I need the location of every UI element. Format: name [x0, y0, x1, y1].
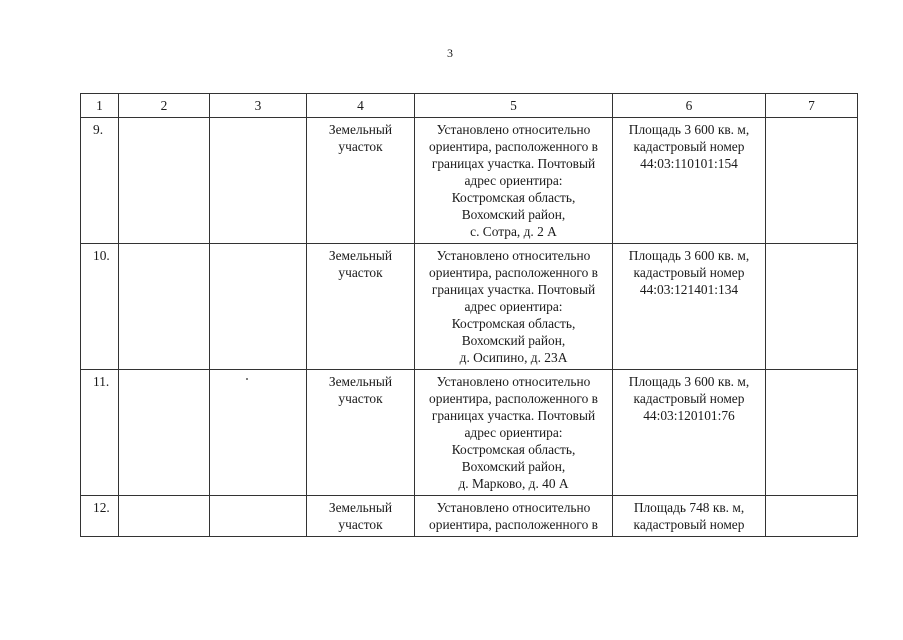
address-line: с. Сотра, д. 2 А	[470, 224, 557, 239]
object-type-line: Земельный	[328, 500, 393, 515]
land-plots-table	[80, 93, 858, 537]
plot-info-line: 44:03:120101:76	[643, 408, 735, 423]
object-type-line: участок	[338, 391, 383, 406]
address-line: ориентира, расположенного в	[429, 265, 598, 280]
table-row	[81, 118, 858, 244]
object-type-line: участок	[338, 139, 383, 154]
object-type-line: участок	[338, 265, 383, 280]
header-cell: 3	[210, 94, 307, 118]
address-line: Костромская область,	[451, 316, 576, 331]
object-type-cell	[307, 370, 415, 496]
address-line: Установлено относительно	[436, 500, 591, 515]
scan-speck	[246, 378, 248, 380]
address-line: Костромская область,	[451, 442, 576, 457]
object-type-line: Земельный	[328, 374, 393, 389]
object-type-cell	[307, 496, 415, 537]
empty-cell-col2	[119, 244, 210, 370]
plot-info-line: 44:03:121401:134	[639, 282, 739, 297]
object-type-cell	[307, 118, 415, 244]
row-number-cell	[81, 118, 119, 244]
plot-info-line: 44:03:110101:154	[640, 156, 738, 171]
address-line: ориентира, расположенного в	[429, 139, 598, 154]
empty-cell-col7	[766, 244, 858, 370]
header-cell: 2	[119, 94, 210, 118]
row-number: 12.	[93, 500, 110, 515]
plot-info-cell	[613, 370, 766, 496]
empty-cell-col3	[210, 244, 307, 370]
address-cell	[415, 244, 613, 370]
table-header-row	[81, 94, 858, 118]
address-line: Вохомский район,	[461, 207, 566, 222]
empty-cell-col7	[766, 496, 858, 537]
address-line: границах участка. Почтовый	[431, 156, 596, 171]
address-line: д. Осипино, д. 23А	[459, 350, 568, 365]
header-cell: 7	[766, 94, 858, 118]
address-line: адрес ориентира:	[464, 173, 563, 188]
table-row	[81, 244, 858, 370]
plot-info-cell	[613, 244, 766, 370]
address-line: Костромская область,	[451, 190, 576, 205]
address-line: границах участка. Почтовый	[431, 282, 596, 297]
object-type-cell	[307, 244, 415, 370]
address-line: ориентира, расположенного в	[429, 391, 598, 406]
header-cell: 6	[613, 94, 766, 118]
plot-info-cell	[613, 118, 766, 244]
plot-info-cell	[613, 496, 766, 537]
row-number-cell	[81, 244, 119, 370]
empty-cell-col2	[119, 118, 210, 244]
address-cell	[415, 370, 613, 496]
empty-cell-col3	[210, 370, 307, 496]
empty-cell-col7	[766, 118, 858, 244]
row-number: 9.	[93, 122, 104, 137]
plot-info-line: Площадь 3 600 кв. м,	[628, 122, 750, 137]
address-line: адрес ориентира:	[464, 299, 563, 314]
empty-cell-col3	[210, 118, 307, 244]
address-line: д. Марково, д. 40 А	[458, 476, 569, 491]
address-line: ориентира, расположенного в	[429, 517, 598, 532]
address-cell	[415, 118, 613, 244]
object-type-line: участок	[338, 517, 383, 532]
row-number: 10.	[93, 248, 110, 263]
plot-info-line: кадастровый номер	[633, 139, 745, 154]
page-number: 3	[447, 46, 453, 60]
address-line: границах участка. Почтовый	[431, 408, 596, 423]
address-line: Вохомский район,	[461, 333, 566, 348]
empty-cell-col7	[766, 370, 858, 496]
object-type-line: Земельный	[328, 122, 393, 137]
plot-info-line: кадастровый номер	[633, 265, 745, 280]
table-row	[81, 370, 858, 496]
table-row	[81, 496, 858, 537]
empty-cell-col3	[210, 496, 307, 537]
plot-info-line: Площадь 3 600 кв. м,	[628, 248, 750, 263]
empty-cell-col2	[119, 496, 210, 537]
address-line: Установлено относительно	[436, 122, 591, 137]
row-number-cell	[81, 496, 119, 537]
plot-info-line: кадастровый номер	[633, 517, 745, 532]
row-number: 11.	[93, 374, 110, 389]
address-cell	[415, 496, 613, 537]
address-line: Установлено относительно	[436, 248, 591, 263]
address-line: Вохомский район,	[461, 459, 566, 474]
plot-info-line: кадастровый номер	[633, 391, 745, 406]
header-cell: 1	[81, 94, 119, 118]
header-cell: 4	[307, 94, 415, 118]
plot-info-line: Площадь 748 кв. м,	[633, 500, 745, 515]
address-line: адрес ориентира:	[464, 425, 563, 440]
row-number-cell	[81, 370, 119, 496]
empty-cell-col2	[119, 370, 210, 496]
header-cell: 5	[415, 94, 613, 118]
plot-info-line: Площадь 3 600 кв. м,	[628, 374, 750, 389]
address-line: Установлено относительно	[436, 374, 591, 389]
object-type-line: Земельный	[328, 248, 393, 263]
